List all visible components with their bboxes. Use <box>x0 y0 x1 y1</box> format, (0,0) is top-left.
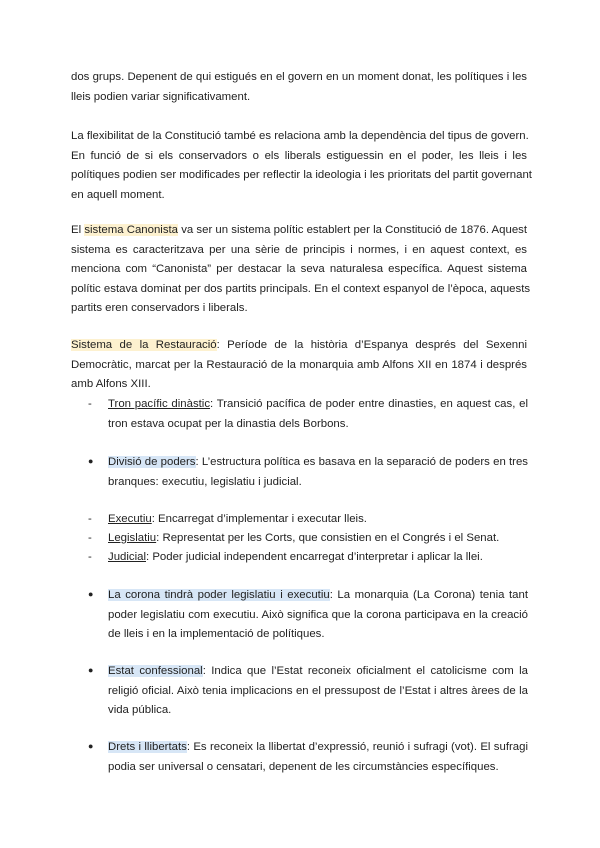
text-line: vida pública. <box>108 704 172 717</box>
text-line <box>108 395 528 415</box>
text-line: En funció de si els conservadors o els liberals estiguessin en el poder, les lleis i les <box>71 149 527 162</box>
highlighted-term: Sistema de la Restauració <box>71 339 217 351</box>
bullet-icon <box>88 662 102 682</box>
text-line: menciona com “Canonista” per destacar la seva naturalesa específica. Aquest sistema <box>71 263 527 276</box>
highlighted-term: Drets i llibertats <box>108 741 187 753</box>
highlighted-term: sistema Canonista <box>84 224 179 236</box>
text-line: branques: executiu, legislatiu i judicial. <box>108 475 302 488</box>
text-line <box>108 738 528 758</box>
text-line: polítiques podien ser modificades per reflectir la ideologia i les prioritats del partit governant <box>71 169 532 182</box>
highlighted-term: Divisió de poders <box>108 456 196 468</box>
dash-marker <box>88 395 102 415</box>
text-line: religió oficial. Això tenia implicacions en el pressupost de l’Estat i altres àrees de la <box>108 684 528 697</box>
text-fragment: : Poder judicial independent encarregat d’interpretar i aplicar la llei. <box>146 551 483 563</box>
text-line: podia ser universal o censatari, depenent de les circumstàncies específiques. <box>108 760 499 773</box>
highlighted-term: La corona tindrà poder legislatiu i executiu <box>108 589 330 601</box>
dash-marker <box>88 548 102 568</box>
text-line <box>71 221 527 241</box>
text-line: tron estava ocupat per la dinastia dels Borbons. <box>108 417 349 430</box>
text-fragment: : Encarregat d’implementar i executar lleis. <box>151 513 367 525</box>
text-fragment: va ser un sistema polític establert per la Constitució de 1876. Aquest <box>178 224 528 236</box>
text-line: sistema es caracteritzava per una sèrie de principis i normes, i en aquest context, es <box>71 243 527 256</box>
text-line <box>108 662 528 682</box>
text-fragment: El <box>71 224 85 236</box>
text-fragment: : La monarquia (La Corona) tenia tant <box>329 589 528 601</box>
text-fragment: : Es reconeix la llibertat d’expressió, reunió i sufragi (vot). El sufragi <box>186 741 528 753</box>
text-line <box>71 336 527 356</box>
underlined-term: Executiu <box>108 513 152 525</box>
text-fragment: : Període de la història d’Espanya després del Sexenni <box>216 339 527 351</box>
paragraph-restauracio <box>71 336 527 395</box>
text-line: poder legislatiu com executiu. Això significa que la corona participava en la creació <box>108 608 528 621</box>
bullet-icon <box>88 586 102 606</box>
text-line: La flexibilitat de la Constitució també es relaciona amb la dependència del tipus de govern. <box>71 130 529 142</box>
paragraph-intro <box>71 68 527 107</box>
text-line: en aquell moment. <box>71 188 165 201</box>
text-fragment: : Representat per les Corts, que consistien en el Congrés i el Senat. <box>156 532 500 544</box>
text-line <box>108 453 528 473</box>
underlined-term: Judicial <box>108 551 146 563</box>
paragraph-flexibility <box>71 127 532 205</box>
paragraph-sistema-canonista <box>71 221 531 319</box>
text-line: lleis podien variar significativament. <box>71 90 251 103</box>
text-line: de lleis i en la implementació de polítiques. <box>108 628 325 641</box>
underlined-term: Legislatiu <box>108 532 157 544</box>
text-fragment: : L’estructura política es basava en la separació de poders en tres <box>195 456 528 468</box>
bullet-icon <box>88 453 102 473</box>
dash-marker <box>88 529 102 549</box>
text-fragment: : Transició pacífica de poder entre dinasties, en aquest cas, el <box>210 398 528 410</box>
bullet-icon <box>88 738 102 758</box>
text-line <box>108 586 528 606</box>
text-line: amb Alfons XIII. <box>71 378 151 391</box>
text-fragment: : Indica que l’Estat reconeix oficialment el catolicisme com la <box>202 665 528 677</box>
text-line: polític estava dominat per dos partits principals. En el context espanyol de l’època, aquests <box>71 282 531 295</box>
text-line <box>108 529 528 549</box>
text-line: Democràtic, marcat per la Restauració de la monarquia amb Alfons XII en 1874 i després <box>71 358 527 371</box>
text-line: dos grups. Depenent de qui estigués en el govern en un moment donat, les polítiques i les <box>71 71 527 83</box>
text-line <box>108 510 528 530</box>
text-line <box>108 548 528 568</box>
dash-marker <box>88 510 102 530</box>
highlighted-term: Estat confessional <box>108 665 203 677</box>
text-line: partits eren conservadors i liberals. <box>71 302 248 315</box>
underlined-term: Tron pacífic dinàstic <box>108 398 211 410</box>
